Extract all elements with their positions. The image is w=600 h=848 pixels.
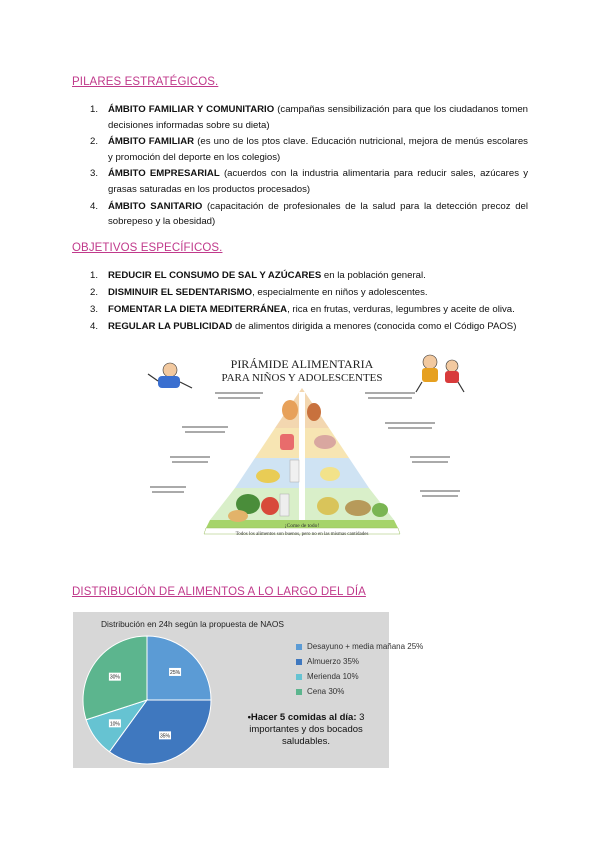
legend-label: Almuerzo 35%: [307, 657, 360, 666]
objetivos-item-title: DISMINUIR EL SEDENTARISMO: [108, 287, 253, 299]
pilares-item-title: ÁMBITO FAMILIAR: [108, 136, 195, 148]
objetivos-item-number: 4.: [90, 321, 99, 333]
pilares-item-number: 2.: [90, 136, 99, 148]
pilares-item-text: (es uno de los ptos clave. Educación nutricional, mejora de menús escolares y promoción del deporte en los colegios): [108, 136, 528, 163]
objetivos-item-text: en la población general.: [321, 270, 426, 281]
legend-label: Desayuno + media mañana 25%: [307, 642, 424, 651]
legend-swatch: [296, 674, 302, 680]
pyramid-footer-line2: Todos los alimentos son buenos, pero no en las mismas cantidades: [235, 532, 369, 537]
pyramid-footer-line1: ¡Come de todo!: [284, 523, 320, 529]
objetivos-item-number: 2.: [90, 287, 99, 299]
pie-data-label: 35%: [160, 733, 171, 740]
legend-label: Merienda 10%: [307, 672, 359, 681]
objetivos-item-text: , especialmente en niños y adolescentes.: [252, 287, 428, 299]
pilares-item-text: (capacitación de profesionales de la salud para la detección precoz del sobrepeso y la obesidad): [108, 200, 528, 228]
pilares-item: [72, 166, 528, 197]
chart-title: Distribución en 24h según la propuesta de NAOS: [101, 619, 284, 629]
legend-label: Cena 30%: [307, 687, 345, 696]
objetivos-item: [72, 319, 528, 335]
pilares-item-title: ÁMBITO FAMILIAR Y COMUNITARIO: [108, 104, 275, 115]
legend-swatch: [296, 689, 302, 695]
objetivos-item: [72, 285, 528, 301]
legend-swatch: [296, 644, 302, 650]
pilares-item-text: (acuerdos con la industria alimentaria para reducir sales, azúcares y grasas saturadas en los productos procesados): [108, 168, 529, 195]
objetivos-heading: OBJETIVOS ESPECÍFICOS.: [72, 242, 223, 254]
objetivos-list: [72, 268, 528, 336]
meal-note: [232, 712, 380, 748]
objetivos-item: [72, 302, 528, 318]
pie-data-label: 25%: [170, 669, 181, 676]
food-pyramid-illustration: [130, 348, 475, 543]
pilares-item-text: (campañas sensibilización para que los ciudadanos tomen decisiones informadas sobre su dieta): [108, 104, 529, 131]
kid-left-illustration: [148, 363, 192, 388]
objetivos-item-number: 3.: [90, 304, 99, 316]
note-bold: •Hacer 5 comidas al día:: [247, 712, 357, 723]
pilares-item: [72, 199, 528, 230]
objetivos-item-number: 1.: [90, 270, 99, 281]
pilares-item-title: ÁMBITO SANITARIO: [108, 200, 203, 212]
objetivos-item: [72, 268, 528, 284]
pie-data-label: 10%: [109, 721, 120, 728]
kid-right-illustration: [416, 355, 464, 392]
objetivos-item-text: , rica en frutas, verduras, legumbres y aceite de oliva.: [287, 304, 515, 316]
objetivos-item-title: REGULAR LA PUBLICIDAD: [108, 321, 233, 333]
pyramid-title-line2: PARA NIÑOS Y ADOLESCENTES: [221, 372, 383, 384]
pilares-item-title: ÁMBITO EMPRESARIAL: [108, 168, 220, 180]
legend-swatch: [296, 659, 302, 665]
objetivos-item-text: de alimentos dirigida a menores (conocida como el Código PAOS): [232, 321, 517, 333]
objetivos-item-title: FOMENTAR LA DIETA MEDITERRÁNEA: [108, 304, 288, 316]
note-text: 3 importantes y dos bocados saludables.: [249, 712, 365, 747]
pilares-item-number: 1.: [90, 104, 99, 115]
pilares-item: [72, 134, 528, 165]
pilares-list: [72, 102, 528, 231]
pie-data-label: 30%: [109, 674, 120, 681]
objetivos-item-title: REDUCIR EL CONSUMO DE SAL Y AZÚCARES: [108, 270, 322, 281]
pilares-item-number: 3.: [90, 168, 99, 180]
distribucion-heading: DISTRIBUCIÓN DE ALIMENTOS A LO LARGO DEL DÍA: [72, 586, 366, 598]
pilares-item: [72, 102, 528, 133]
pilares-item-number: 4.: [90, 200, 99, 212]
pilares-heading: PILARES ESTRATÉGICOS.: [72, 76, 219, 88]
pyramid-title-line1: PIRÁMIDE ALIMENTARIA: [230, 357, 374, 371]
